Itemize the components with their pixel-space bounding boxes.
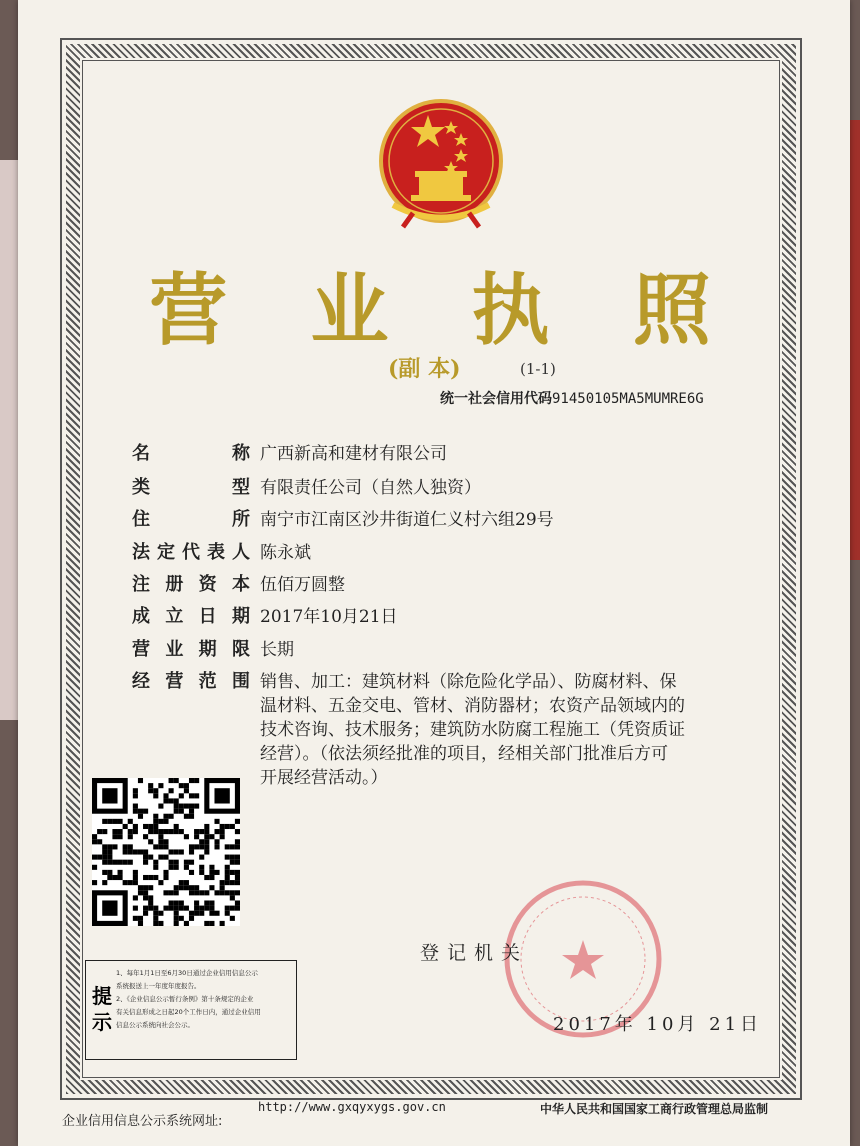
field-value: 有限责任公司（自然人独资） bbox=[260, 478, 481, 498]
document-subtitle: (副 本) bbox=[388, 356, 461, 382]
qr-code-icon[interactable] bbox=[92, 778, 240, 926]
credit-code-label: 统一社会信用代码 bbox=[440, 391, 552, 407]
field-value: 南宁市江南区沙井街道仁义村六组29号 bbox=[260, 510, 554, 530]
field-label: 法 定 代 表 人 bbox=[132, 542, 250, 563]
field-value: 长期 bbox=[260, 640, 294, 660]
field-label: 类 型 bbox=[132, 477, 250, 498]
credit-code-line bbox=[440, 388, 704, 408]
field-label: 名 称 bbox=[132, 443, 250, 464]
field-label: 住 所 bbox=[132, 509, 250, 530]
field-label: 营 业 期 限 bbox=[132, 639, 250, 660]
field-label: 注 册 资 本 bbox=[132, 574, 250, 595]
copy-number: (1-1) bbox=[520, 360, 556, 378]
scope-line: 技术咨询、技术服务；建筑防水防腐工程施工（凭资质证 bbox=[260, 720, 685, 740]
footer-system-label: 企业信用信息公示系统网址: bbox=[62, 1114, 223, 1129]
registration-date: 2017年 10月 21日 bbox=[553, 1014, 763, 1035]
field-value: 伍佰万圆整 bbox=[260, 575, 345, 595]
registrar-label: 登记机关 bbox=[420, 942, 529, 964]
notice-label: 提示 bbox=[92, 984, 112, 1034]
scope-line: 开展经营活动。） bbox=[260, 768, 388, 788]
scope-value bbox=[260, 670, 760, 790]
notice-text: 1、每年1月1日至6月30日通过企业信用信息公示 系统报送上一年度年度报告。 2、《企业信息公示暂行条例》第十条规定的企业 有关信息形成之日起20个工作日内，通过企业信用 信息公示系统向社会公示。 bbox=[116, 969, 261, 1029]
field-value: 广西新高和建材有限公司 bbox=[260, 444, 447, 464]
field-value: 陈永斌 bbox=[260, 543, 311, 563]
footer-issuer: 中华人民共和国国家工商行政管理总局监制 bbox=[540, 1102, 769, 1116]
notice-box bbox=[85, 960, 297, 1060]
field-label: 经 营 范 围 bbox=[132, 671, 250, 692]
scope-line: 温材料、五金交电、管材、消防器材；农资产品领域内的 bbox=[260, 696, 685, 716]
footer-url-link[interactable]: http://www.gxqyxygs.gov.cn bbox=[258, 1100, 446, 1114]
credit-code-value: 91450105MA5MUMRE6G bbox=[552, 391, 704, 407]
national-emblem-icon bbox=[373, 95, 509, 231]
field-label: 成 立 日 期 bbox=[132, 606, 250, 627]
scope-line: 经营）。（依法须经批准的项目，经相关部门批准后方可 bbox=[260, 744, 668, 764]
scope-line: 销售、加工：建筑材料（除危险化学品）、防腐材料、保 bbox=[260, 672, 677, 692]
document-title: 营 业 执 照 bbox=[149, 265, 739, 356]
field-value: 2017年10月21日 bbox=[260, 607, 398, 627]
